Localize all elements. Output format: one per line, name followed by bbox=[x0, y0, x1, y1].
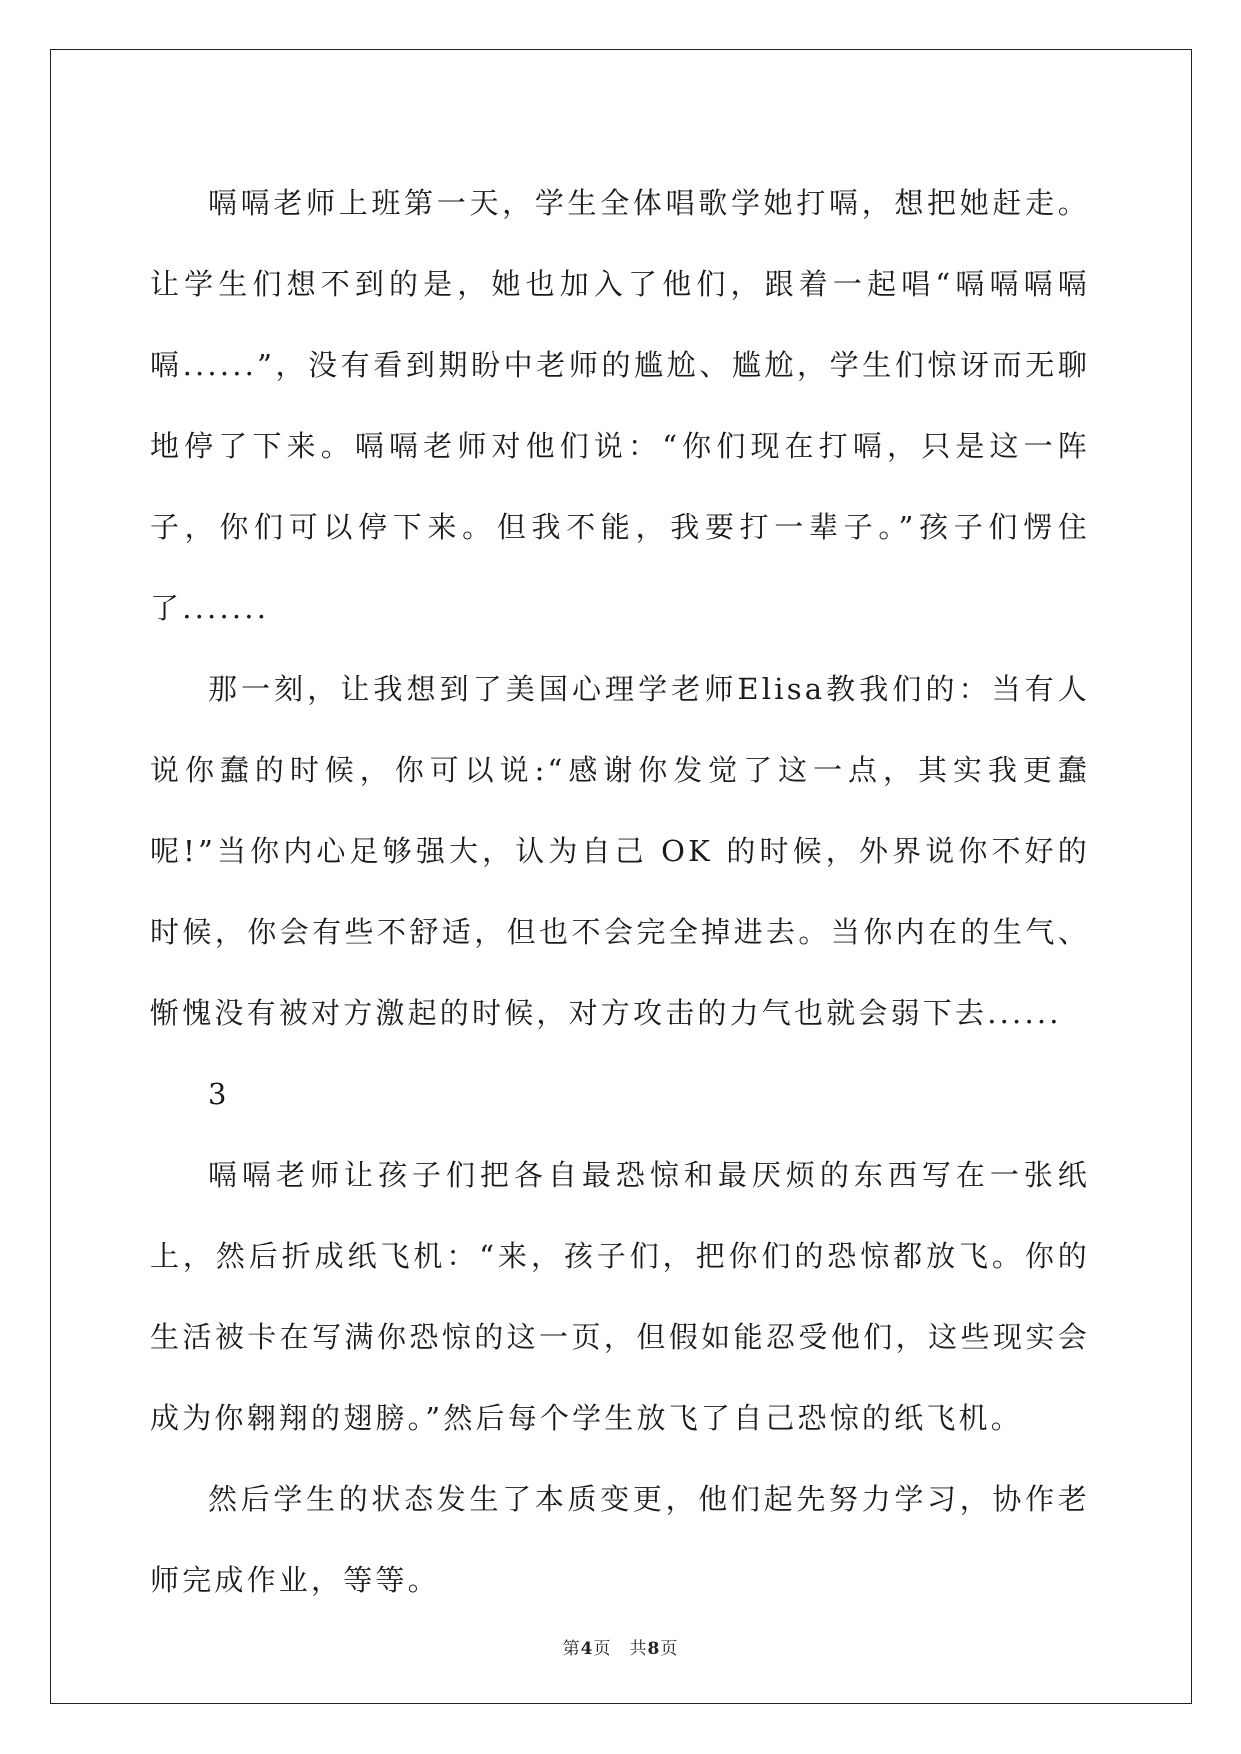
total-page-number: 8 bbox=[647, 1639, 661, 1659]
footer-suffix: 页 bbox=[660, 1639, 679, 1659]
document-body bbox=[150, 163, 1090, 1621]
page-footer bbox=[0, 1634, 1241, 1659]
paragraph-2: 那一刻，让我想到了美国心理学老师Elisa教我们的：当有人说你蠢的时候，你可以说:“感谢你发觉了这一点，其实我更蠢呢!”当你内心足够强大，认为自己 OK 的时候，外界说你不好的时候，你会有些不舒适，但也不会完全掉进去。当你内在的生气、惭愧没有被对方激起的时候，对方攻击的力气也就会弱下去...... bbox=[150, 672, 1090, 1030]
section-number: 3 bbox=[208, 1077, 230, 1111]
footer-prefix: 第 bbox=[562, 1639, 581, 1659]
paragraph-1: 嗝嗝老师上班第一天，学生全体唱歌学她打嗝，想把她赶走。让学生们想不到的是，她也加入了他们，跟着一起唱“嗝嗝嗝嗝嗝......”，没有看到期盼中老师的尴尬、尴尬，学生们惊讶而无聊地停了下来。嗝嗝老师对他们说：“你们现在打嗝，只是这一阵子，你们可以停下来。但我不能，我要打一辈子。”孩子们愣住了....... bbox=[150, 186, 1090, 625]
paragraph-3: 嗝嗝老师让孩子们把各自最恐惊和最厌烦的东西写在一张纸上，然后折成纸飞机：“来，孩子们，把你们的恐惊都放飞。你的生活被卡在写满你恐惊的这一页，但假如能忍受他们，这些现实会成为你翱翔的翅膀。”然后每个学生放飞了自己恐惊的纸飞机。 bbox=[150, 1158, 1090, 1435]
paragraph-4: 然后学生的状态发生了本质变更，他们起先努力学习，协作老师完成作业，等等。 bbox=[150, 1482, 1090, 1597]
current-page-number: 4 bbox=[580, 1639, 594, 1659]
footer-middle: 页 共 bbox=[593, 1639, 648, 1659]
